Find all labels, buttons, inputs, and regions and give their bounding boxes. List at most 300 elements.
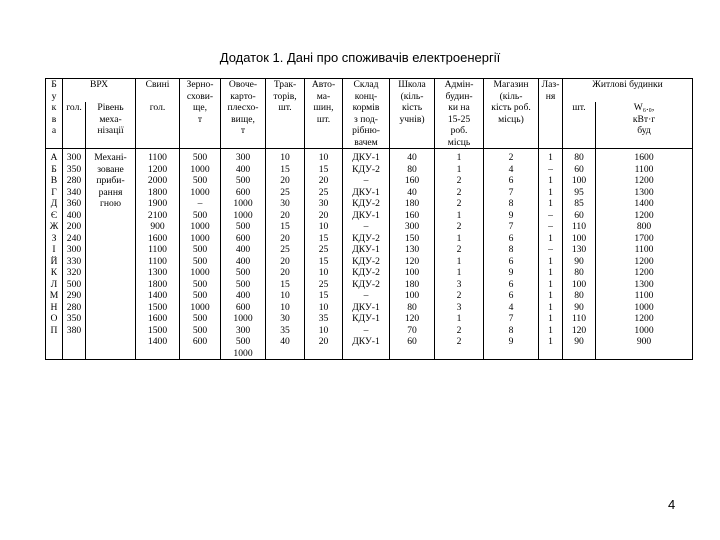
cell-line: 1	[456, 163, 462, 175]
col-magazyn	[484, 149, 539, 360]
cell-line: W₆.₀,	[633, 102, 655, 113]
cell-line: 70	[407, 324, 417, 336]
cell-line: 9	[508, 267, 514, 278]
cell-line: 30	[318, 198, 329, 209]
hdr2-trak	[266, 102, 305, 149]
cell-line: 120	[571, 324, 587, 336]
cell-line: 80	[574, 290, 584, 301]
cell-line: 1000	[190, 221, 210, 232]
hdr2-magazyn	[484, 102, 539, 149]
cell-line: 1300	[147, 267, 168, 278]
cell-line: 120	[404, 255, 420, 267]
cell-line: місць	[447, 136, 471, 148]
col-sklad	[343, 149, 390, 360]
cell-line: шт.	[572, 102, 586, 113]
cell-line: ДКУ-1	[352, 244, 380, 255]
cell-line: 500	[235, 336, 251, 347]
cell-line: шт.	[316, 113, 331, 125]
cell-line: 7	[508, 221, 514, 232]
cell-line: 1200	[634, 267, 654, 278]
cell-line: –	[548, 244, 553, 255]
cell-line: 1700	[634, 232, 654, 244]
cell-line: 15-25	[447, 113, 471, 125]
cell-line: 160	[404, 209, 420, 221]
cell-line: т	[240, 125, 246, 136]
cell-line: 1200	[634, 209, 654, 221]
cell-line: 1	[456, 232, 462, 244]
cell-line: –	[548, 221, 553, 232]
cell-line: 1	[456, 313, 462, 324]
hdr2-sklad	[343, 102, 390, 149]
cell-line: 110	[571, 221, 587, 232]
cell-line: І	[52, 244, 56, 255]
cell-line: схови-	[186, 90, 214, 102]
cell-line: 10	[318, 267, 329, 278]
cell-line: 1100	[634, 163, 654, 175]
hdr2-ovoche	[221, 102, 266, 149]
cell-line: 25	[280, 186, 290, 198]
cell-line: ма-	[316, 90, 331, 102]
cell-line: 1	[456, 267, 462, 278]
cell-line: 6	[508, 290, 514, 301]
cell-line	[540, 102, 561, 114]
cell-line: 80	[407, 301, 417, 313]
cell-line: 150	[404, 232, 420, 244]
cell-line: з под-	[354, 113, 378, 125]
hdr2-gol1	[63, 102, 86, 149]
cell-line: 500	[192, 244, 208, 255]
cell-line: КДУ-2	[352, 198, 380, 209]
cell-line: 1	[456, 152, 462, 163]
col-shkola	[390, 149, 435, 360]
cell-line: 15	[318, 255, 329, 267]
cell-line: 15	[318, 163, 329, 175]
cell-line: (кіль-	[499, 90, 523, 102]
cell-line: 4	[508, 163, 514, 175]
cell-line: зоване	[97, 163, 124, 175]
cell-line: О	[50, 313, 58, 324]
cell-line: ДКУ-1	[352, 301, 380, 313]
cell-line: Склад	[353, 79, 379, 90]
cell-line: 1000	[190, 163, 210, 175]
cell-line: конц-	[354, 90, 378, 102]
cell-line: 2	[456, 290, 462, 301]
cell-line: 350	[66, 163, 82, 175]
cell-line: 1	[548, 255, 553, 267]
cell-line: 1100	[634, 244, 654, 255]
cell-line: 20	[280, 232, 290, 244]
hdr-shkola	[390, 79, 435, 103]
page-title: Додаток 1. Дані про споживачів електроенергії	[219, 50, 501, 65]
cell-line: Авто-	[311, 79, 336, 90]
hdr2-admin	[435, 102, 484, 149]
header-row-top	[46, 79, 693, 103]
hdr-vrh	[63, 79, 136, 103]
hdr-avto	[305, 79, 343, 103]
hdr-ovoche	[221, 79, 266, 103]
cell-line: 400	[235, 244, 251, 255]
cell-line: 400	[66, 209, 82, 221]
col-trak	[266, 149, 305, 360]
cell-line: Свині	[145, 79, 170, 90]
cell-line: шт.	[278, 102, 292, 113]
cell-line: 1400	[634, 198, 654, 209]
cell-line: у	[51, 90, 57, 102]
cell-line: 340	[66, 186, 82, 198]
hdr2-letter	[46, 102, 63, 149]
cell-line: гол.	[66, 102, 82, 113]
cell-line: 60	[574, 209, 584, 221]
cell-line: 1	[548, 152, 553, 163]
cell-line: 320	[66, 267, 82, 278]
cell-line: 800	[636, 221, 652, 232]
cell-line: 1100	[634, 290, 654, 301]
cell-line: 20	[280, 175, 290, 186]
cell-line: Механі-	[94, 152, 127, 163]
cell-line: кВт·г	[632, 113, 656, 125]
cell-line: 1	[456, 255, 462, 267]
cell-line: Ж	[49, 221, 59, 232]
cell-line: 90	[574, 301, 584, 313]
cell-line: меха-	[99, 113, 122, 125]
cell-line: 1900	[147, 198, 168, 209]
cell-line: 10	[318, 324, 329, 336]
cell-line: 1	[548, 198, 553, 209]
cell-line: 1400	[147, 336, 168, 347]
cell-line: 280	[66, 301, 82, 313]
hdr-sklad	[343, 79, 390, 103]
col-w	[596, 149, 693, 360]
cell-line: буд	[637, 125, 651, 136]
cell-line: 25	[318, 186, 329, 198]
cell-line: 400	[235, 163, 251, 175]
cell-line: 500	[235, 221, 251, 232]
cell-line: 110	[571, 313, 587, 324]
cell-line: приби-	[96, 175, 125, 186]
cell-line: КДУ-2	[352, 267, 380, 278]
cell-line: 90	[574, 255, 584, 267]
cell-line: Школа	[398, 79, 426, 90]
cell-line: 20	[318, 209, 329, 221]
cell-line: кість	[401, 102, 423, 113]
cell-line: Г	[51, 186, 57, 198]
cell-line: 15	[280, 278, 290, 290]
hdr-zerno	[180, 79, 221, 103]
consumer-data-table	[45, 78, 693, 360]
cell-line: 1100	[148, 255, 167, 267]
cell-line: 500	[192, 278, 208, 290]
header-row-bottom	[46, 102, 693, 149]
cell-line: (кіль-	[400, 90, 424, 102]
cell-line: Б	[51, 163, 57, 175]
cell-line: 80	[574, 267, 584, 278]
cell-line: 15	[280, 163, 290, 175]
cell-line: 500	[192, 209, 208, 221]
cell-line: 500	[235, 278, 251, 290]
col-sht	[563, 149, 596, 360]
cell-line: 2100	[147, 209, 168, 221]
cell-line: 300	[235, 152, 251, 163]
cell-line: 1000	[634, 301, 654, 313]
cell-line: 1200	[634, 175, 654, 186]
cell-line: 1200	[634, 313, 654, 324]
cell-line: 8	[508, 244, 514, 255]
cell-line: 600	[235, 186, 251, 198]
hdr2-sht	[563, 102, 596, 149]
cell-line: 20	[280, 209, 290, 221]
hdr2-riven	[86, 102, 136, 149]
cell-line: рання	[98, 186, 123, 198]
cell-line: 7	[508, 313, 514, 324]
cell-line: плесхо-	[227, 102, 259, 113]
cell-line: 1	[548, 186, 553, 198]
cell-line: 500	[192, 255, 208, 267]
cell-line: нізації	[97, 125, 124, 136]
cell-line: 100	[571, 232, 587, 244]
cell-line: 300	[66, 244, 82, 255]
cell-line: –	[363, 324, 369, 336]
cell-line: 2	[456, 221, 462, 232]
page-number: 4	[668, 497, 676, 512]
cell-line: 1600	[634, 152, 654, 163]
cell-line: роб.	[450, 125, 468, 136]
cell-line: 7	[508, 186, 514, 198]
cell-line: 1	[548, 278, 553, 290]
col-zerno	[180, 149, 221, 360]
hdr2-zerno	[180, 102, 221, 149]
cell-line: 6	[508, 278, 514, 290]
col-ovoche	[221, 149, 266, 360]
cell-line: в	[51, 113, 57, 125]
hdr2-gol2	[136, 102, 180, 149]
cell-line: 1	[548, 232, 553, 244]
cell-line: 180	[404, 278, 420, 290]
cell-line: КДУ-2	[352, 232, 380, 244]
cell-line: М	[49, 290, 59, 301]
cell-line: 3	[456, 278, 462, 290]
cell-line: ня	[545, 90, 556, 102]
cell-line: –	[363, 175, 369, 186]
cell-line: гною	[99, 198, 122, 209]
cell-line: 80	[407, 163, 417, 175]
cell-line: 1	[548, 267, 553, 278]
cell-line: 20	[318, 175, 329, 186]
hdr2-avto	[305, 102, 343, 149]
cell-line: 1100	[148, 152, 167, 163]
cell-line: 400	[235, 255, 251, 267]
cell-line: 20	[280, 267, 290, 278]
cell-line: З	[51, 232, 57, 244]
cell-line: 40	[407, 152, 417, 163]
hdr2-laz	[539, 102, 563, 149]
col-laz	[539, 149, 563, 360]
cell-line: 600	[235, 232, 251, 244]
cell-line: 1600	[147, 313, 168, 324]
cell-line: 20	[318, 336, 329, 347]
cell-line: Є	[50, 209, 58, 221]
col-letters	[46, 149, 63, 360]
cell-line: –	[363, 290, 369, 301]
cell-line: 2	[456, 198, 462, 209]
cell-line: –	[548, 163, 553, 175]
cell-line: 2	[456, 324, 462, 336]
cell-line: 10	[280, 290, 290, 301]
cell-line: Б	[51, 79, 57, 90]
cell-line: 160	[404, 175, 420, 186]
cell-line: 500	[192, 313, 208, 324]
cell-line: 100	[404, 267, 420, 278]
cell-line: 240	[66, 232, 82, 244]
cell-line: 2	[508, 152, 514, 163]
cell-line: Зерно-	[186, 79, 214, 90]
cell-line: 85	[574, 198, 584, 209]
hdr2-w	[596, 102, 693, 149]
cell-line: 1500	[147, 301, 168, 313]
cell-line: ДКУ-1	[352, 152, 380, 163]
cell-line: Адмін-	[444, 79, 474, 90]
cell-line: 330	[66, 255, 82, 267]
cell-line: 10	[318, 301, 329, 313]
cell-line: місць)	[498, 113, 524, 125]
cell-line: 9	[508, 209, 514, 221]
cell-line: 1	[548, 336, 553, 347]
cell-line: К	[50, 267, 58, 278]
cell-line: 500	[192, 175, 208, 186]
cell-line: 1	[548, 290, 553, 301]
cell-line: к	[51, 102, 57, 113]
cell-line: 2	[456, 336, 462, 347]
cell-line: вачем	[354, 136, 378, 148]
cell-line: 900	[636, 336, 652, 347]
cell-line: ДКУ-1	[352, 336, 380, 347]
cell-line: Л	[50, 278, 58, 290]
cell-line: 1	[456, 209, 462, 221]
cell-line: 500	[66, 278, 82, 290]
cell-line: 1200	[147, 163, 168, 175]
cell-line: 600	[192, 336, 208, 347]
cell-line: 360	[66, 198, 82, 209]
hdr-zhytlovi	[563, 79, 693, 103]
cell-line: 4	[508, 301, 514, 313]
cell-line: 1800	[147, 186, 168, 198]
cell-line: –	[548, 209, 553, 221]
cell-line: 1000	[190, 267, 210, 278]
cell-line: 90	[574, 336, 584, 347]
cell-line: 8	[508, 198, 514, 209]
cell-line: 1000	[190, 301, 210, 313]
cell-line: 2000	[147, 175, 168, 186]
cell-line: 120	[404, 313, 420, 324]
cell-line: шин,	[313, 102, 334, 113]
cell-line: А	[50, 152, 58, 163]
cell-line: Д	[50, 198, 58, 209]
cell-line: 8	[508, 324, 514, 336]
cell-line: 2	[456, 186, 462, 198]
cell-line: 100	[571, 278, 587, 290]
cell-line: 6	[508, 232, 514, 244]
cell-line: 1000	[233, 313, 253, 324]
hdr-letter	[46, 79, 63, 103]
cell-line: 100	[571, 175, 587, 186]
cell-line: Трак-	[273, 79, 297, 90]
cell-line: ВРХ	[90, 79, 108, 90]
cell-line: т	[197, 113, 203, 125]
cell-line: 60	[407, 336, 417, 347]
cell-line: 10	[280, 301, 290, 313]
cell-line: 40	[280, 336, 290, 347]
cell-line: 600	[235, 301, 251, 313]
cell-line: 280	[66, 175, 82, 186]
cell-line: 20	[280, 255, 290, 267]
cell-line: 380	[66, 324, 82, 336]
cell-line: 25	[318, 278, 329, 290]
cell-line: 1	[548, 301, 553, 313]
cell-line: 40	[407, 186, 417, 198]
cell-line: Житлові будинки	[592, 79, 663, 90]
cell-line: Магазин	[493, 79, 529, 90]
cell-line: Й	[50, 255, 58, 267]
hdr2-shkola	[390, 102, 435, 149]
cell-line: 1	[548, 313, 553, 324]
cell-line: –	[197, 198, 203, 209]
cell-line: 500	[235, 175, 251, 186]
cell-line: 2	[456, 175, 462, 186]
cell-line: кормів	[352, 102, 380, 113]
cell-line: 25	[280, 244, 290, 255]
cell-line: 15	[280, 221, 290, 232]
cell-line: 500	[192, 290, 208, 301]
cell-line: 300	[404, 221, 420, 232]
cell-line: КДУ-2	[352, 163, 380, 175]
cell-line: 290	[66, 290, 82, 301]
cell-line: 35	[318, 313, 329, 324]
cell-line: 130	[404, 244, 420, 255]
cell-line: 15	[318, 232, 329, 244]
cell-line: Н	[50, 301, 58, 313]
cell-line: 180	[404, 198, 420, 209]
cell-line: 1000	[233, 347, 253, 359]
cell-line: вище,	[231, 113, 255, 125]
cell-line: торів,	[273, 90, 297, 102]
col-mechanization	[86, 149, 136, 360]
cell-line: 500	[192, 152, 208, 163]
cell-line: 9	[508, 336, 514, 347]
col-avto	[305, 149, 343, 360]
cell-line: кість роб.	[491, 102, 531, 113]
cell-line: 95	[574, 186, 584, 198]
cell-line: 15	[318, 290, 329, 301]
cell-line: 10	[318, 221, 329, 232]
cell-line: 1200	[634, 255, 654, 267]
cell-line: 60	[574, 163, 584, 175]
cell-line: КДУ-2	[352, 278, 380, 290]
cell-line: 3	[456, 301, 462, 313]
cell-line: 2	[456, 244, 462, 255]
cell-line: 130	[571, 244, 587, 255]
cell-line: 1600	[147, 232, 168, 244]
cell-line: 25	[318, 244, 329, 255]
cell-line: ще,	[192, 102, 208, 113]
cell-line: 1000	[233, 209, 253, 221]
cell-line: ДКУ-1	[352, 209, 380, 221]
cell-line: Лаз-	[541, 79, 560, 90]
cell-line: 6	[508, 255, 514, 267]
cell-line: 1400	[147, 290, 168, 301]
cell-line: 1500	[147, 324, 168, 336]
cell-line: 1000	[190, 232, 210, 244]
cell-line: 1300	[634, 186, 654, 198]
col-svyni	[136, 149, 180, 360]
